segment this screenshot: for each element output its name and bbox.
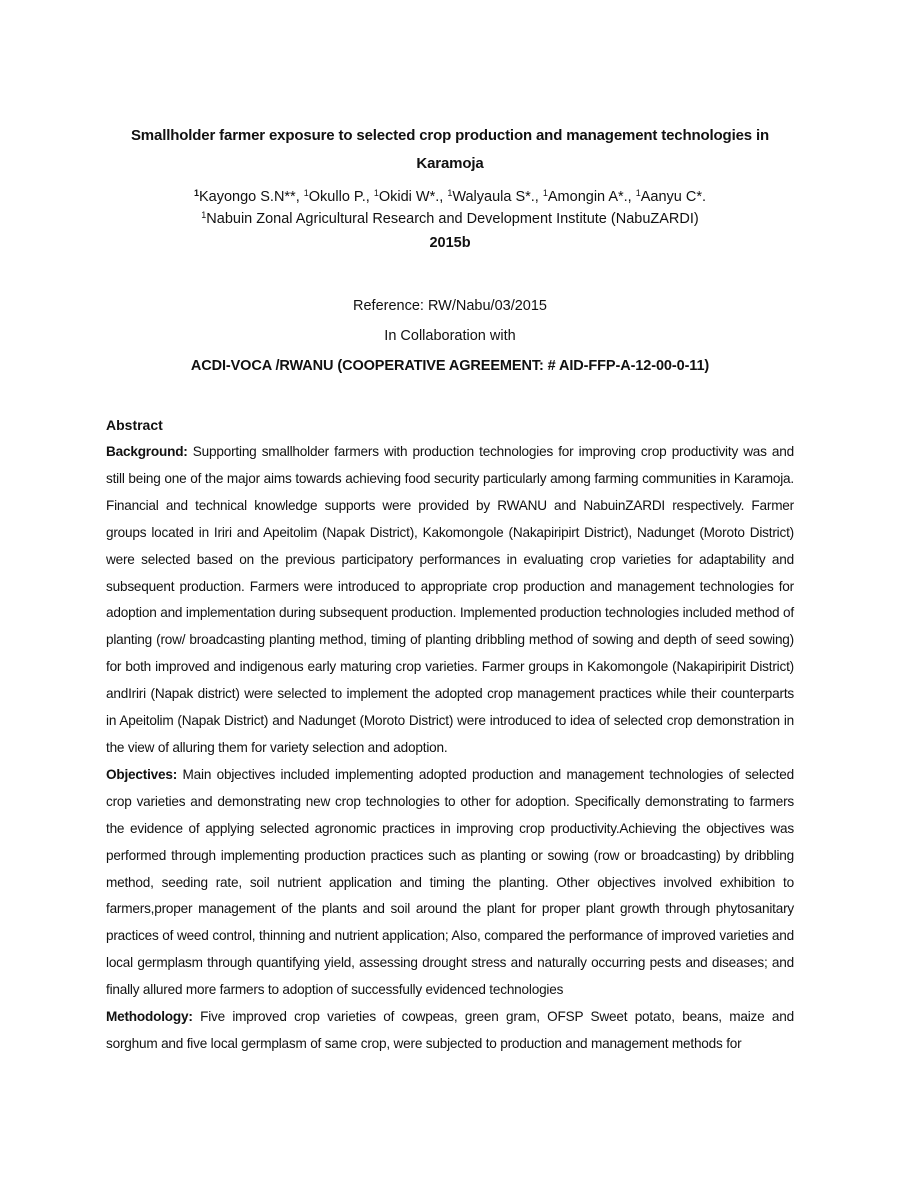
author-name: Walyaula S*., xyxy=(452,189,543,205)
author-affiliation-mark: 1 xyxy=(635,188,641,198)
author-affiliation-mark: 1 xyxy=(303,188,309,198)
paper-title: Smallholder farmer exposure to selected crop production and management technologies in Karamoja xyxy=(130,127,770,172)
section-label: Background: xyxy=(106,444,188,459)
author-affiliation-mark: 1 xyxy=(373,188,379,198)
author-affiliation-mark: 1 xyxy=(447,188,453,198)
section-label: Objectives: xyxy=(106,766,178,782)
author-name: Okidi W*., xyxy=(378,189,448,205)
affiliation-mark: 1 xyxy=(201,210,207,220)
author-name: Amongin A*., xyxy=(547,189,636,205)
abstract-paragraph-background xyxy=(106,439,794,762)
author-affiliation-mark: 1 xyxy=(193,188,199,198)
abstract-paragraph-methodology xyxy=(106,1004,794,1058)
affiliation-text: Nabuin Zonal Agricultural Research and Development Institute (NabuZARDI) xyxy=(206,211,699,227)
section-text: Five improved crop varieties of cowpeas, green gram, OFSP Sweet potato, beans, maize and sorghum and five local germplasm of same crop, were subjected to production and management methods for xyxy=(106,1009,794,1051)
author-name: Aanyu C*. xyxy=(640,189,707,205)
section-text: Main objectives included implementing adopted production and management technologies of selected crop varieties and demonstrating new crop technologies to other for adoption. Specifically demonstrating to farmers the evidence of applying selected agronomic practices in improving crop productivity.Achieving the objectives was performed through implementing production practices such as planting or sowing (row or broadcasting) by dribbling method, seeding rate, soil nutrient application and timing the planting. Other objectives involved exhibition to farmers,proper management of the plants and soil around the plant for proper plant growth through phytosanitary practices of weed control, thinning and nutrient application; Also, compared the performance of improved varieties and local germplasm through quantifying yield, assessing drought stress and naturally occurring pests and diseases; and finally allured more farmers to adoption of successfully evidenced technologies xyxy=(106,766,794,998)
author-list xyxy=(60,186,840,208)
abstract-paragraph-objectives xyxy=(106,762,794,1004)
publication-year: 2015b xyxy=(429,235,471,251)
abstract-heading: Abstract xyxy=(106,417,163,433)
author-name: Kayongo S.N**, xyxy=(198,189,304,205)
section-label: Methodology: xyxy=(106,1009,193,1025)
author-affiliation-mark: 1 xyxy=(542,188,548,198)
section-text: Supporting smallholder farmers with production technologies for improving crop productivity was and still being one of the major aims towards achieving food security particularly among farming communities in Karamoja. Financial and technical knowledge supports were provided by RWANU and NabuinZARDI respectively. Farmer groups located in Iriri and Apeitolim (Napak District), Kakomongole (Nakapiripirt District), Nadunget (Moroto District) were selected based on the previous participatory performances in evaluating crop varieties for adaptability and subsequent production. Farmers were introduced to appropriate crop production and management technologies for adoption and implementation during subsequent production. Implemented production technologies included method of planting (row/ broadcasting planting method, timing of planting dribbling method of sowing and depth of seed sowing) for both improved and indigenous early maturing crop varieties. Farmer groups in Kakomongole (Nakapiripirit District) andIriri (Napak district) were selected to implement the adopted crop management practices while their counterparts in Apeitolim (Napak District) and Nadunget (Moroto District) were introduced to idea of selected crop demonstration in the view of alluring them for variety selection and adoption. xyxy=(106,444,794,755)
author-name: Okullo P., xyxy=(308,189,374,205)
affiliation xyxy=(60,208,840,230)
reference-number: Reference: RW/Nabu/03/2015 xyxy=(353,298,547,314)
collaboration-line: In Collaboration with xyxy=(384,328,516,344)
abstract-body xyxy=(106,439,794,1058)
cooperative-agreement: ACDI-VOCA /RWANU (COOPERATIVE AGREEMENT: # AID-FFP-A-12-00-0-11) xyxy=(190,358,710,374)
